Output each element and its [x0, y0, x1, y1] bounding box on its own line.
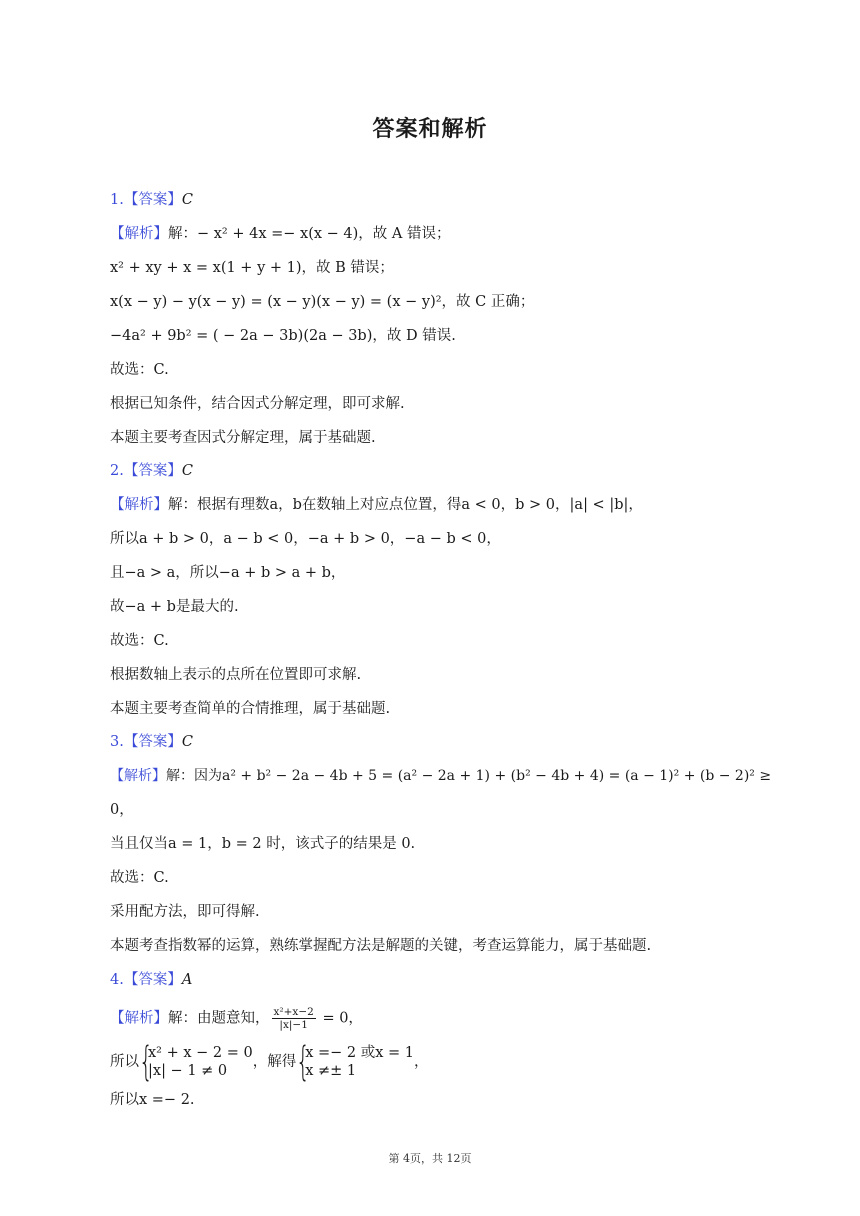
- analysis-line: 根据已知条件，结合因式分解定理，即可求解.: [110, 396, 405, 412]
- analysis-text: ，: [414, 1054, 429, 1070]
- left-brace-icon: {: [296, 1039, 311, 1085]
- answer-tag: 【答案】: [123, 463, 182, 479]
- analysis-line: 故−a + b是最大的.: [110, 599, 239, 615]
- analysis-line: 且−a > a，所以−a + b > a + b，: [110, 565, 346, 581]
- analysis-line: [110, 1039, 760, 1085]
- analysis-line: 当且仅当a = 1，b = 2 时，该式子的结果是 0.: [110, 836, 416, 852]
- analysis-tag: 【解析】: [110, 1010, 168, 1027]
- answer-line-q3: [110, 732, 760, 752]
- analysis-text: 所以: [110, 1054, 139, 1070]
- analysis-text: 解：因为a² + b² − 2a − 4b + 5 = (a² − 2a + 1) + (b² − 4b + 4) = (a − 1)² + (b − 2)² ≥: [166, 768, 772, 784]
- answer-value: C: [181, 192, 193, 208]
- system-row: |x| − 1 ≠ 0: [148, 1063, 228, 1079]
- analysis-text: = 0，: [317, 1010, 363, 1027]
- left-brace-icon: {: [139, 1039, 153, 1085]
- page-footer: 第 4页，共 12页: [388, 1152, 472, 1165]
- analysis-line: x² + xy + x = x(1 + y + 1)，故 B 错误；: [110, 260, 394, 276]
- question-number: 1.: [110, 192, 124, 208]
- analysis-line: 故选：C.: [110, 633, 169, 649]
- analysis-line: 根据数轴上表示的点所在位置即可求解.: [110, 667, 362, 683]
- answer-line-q2: [110, 461, 760, 481]
- question-number: 4.: [110, 972, 124, 988]
- analysis-text: 解：根据有理数a，b在数轴上对应点位置，得a < 0，b > 0，|a| < |b|，: [168, 497, 643, 513]
- system-row: x =− 2 或x = 1: [305, 1045, 415, 1061]
- analysis-line: [110, 224, 760, 244]
- equation-system: [139, 1039, 253, 1085]
- page-title: 答案和解析: [372, 117, 488, 142]
- analysis-line: 所以x =− 2.: [110, 1092, 195, 1108]
- analysis-line: 本题考查指数幂的运算，熟练掌握配方法是解题的关键，考查运算能力，属于基础题.: [110, 938, 652, 954]
- system-row: x ≠± 1: [305, 1063, 357, 1079]
- fraction: [272, 1006, 316, 1031]
- analysis-line: 故选：C.: [110, 362, 169, 378]
- analysis-line: 本题主要考查简单的合情推理，属于基础题.: [110, 701, 391, 717]
- analysis-tag: 【解析】: [110, 226, 168, 242]
- analysis-text: ，解得: [252, 1054, 297, 1070]
- answer-tag: 【答案】: [123, 734, 182, 750]
- fraction-numerator: x²+x−2: [273, 1006, 314, 1018]
- analysis-line: [110, 766, 772, 786]
- answer-tag: 【答案】: [123, 972, 182, 988]
- analysis-line: 本题主要考查因式分解定理，属于基础题.: [110, 430, 376, 446]
- analysis-line: 采用配方法，即可得解.: [110, 904, 260, 920]
- analysis-text: 解：− x² + 4x =− x(x − 4)，故 A 错误；: [168, 226, 451, 242]
- answer-value: C: [181, 463, 193, 479]
- fraction-denominator: |x|−1: [279, 1019, 308, 1031]
- analysis-line: −4a² + 9b² = ( − 2a − 3b)(2a − 3b)，故 D 错误.: [110, 328, 456, 344]
- question-number: 2.: [110, 463, 124, 479]
- analysis-line: 0，: [110, 802, 134, 818]
- system-row: x² + x − 2 = 0: [148, 1045, 253, 1061]
- analysis-line: x(x − y) − y(x − y) = (x − y)(x − y) = (x − y)²，故 C 正确；: [110, 294, 535, 310]
- analysis-text: 解：由题意知，: [168, 1010, 270, 1027]
- answer-line-q4: [110, 970, 760, 990]
- solution-system: [296, 1039, 415, 1085]
- answer-line-q1: [110, 190, 760, 210]
- analysis-line: 所以a + b > 0，a − b < 0，−a + b > 0，−a − b < 0，: [110, 531, 501, 547]
- analysis-tag: 【解析】: [110, 768, 166, 784]
- analysis-line: [110, 495, 760, 515]
- answer-value: A: [181, 972, 193, 988]
- answer-value: C: [181, 734, 193, 750]
- analysis-tag: 【解析】: [110, 497, 168, 513]
- question-number: 3.: [110, 734, 124, 750]
- analysis-line: 故选：C.: [110, 870, 169, 886]
- analysis-line: [110, 1006, 760, 1031]
- answer-tag: 【答案】: [123, 192, 182, 208]
